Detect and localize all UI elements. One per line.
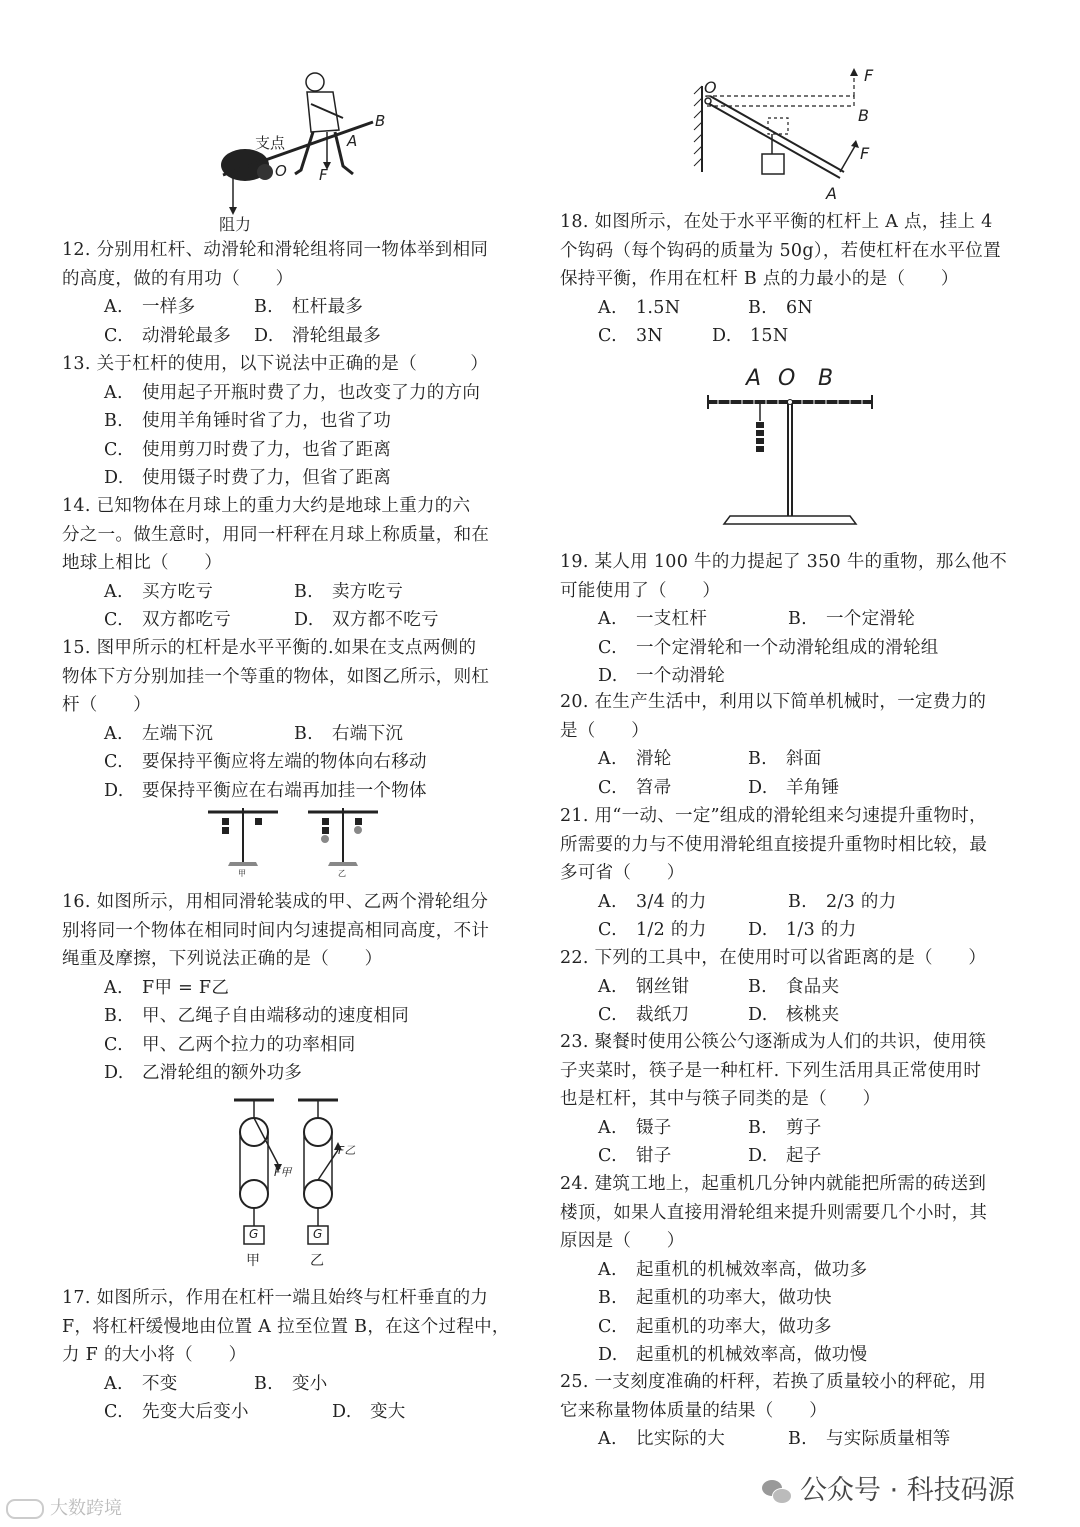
option-text: 钳子 (636, 1146, 672, 1166)
stem-line: 个钩码（每个钩码的质量为 50g），若使杠杆在水平位置 (560, 240, 1001, 261)
option-key: B. (748, 976, 768, 997)
stem-line: 是（ ） (560, 720, 649, 741)
option-text: 起重机的功率大，做功多 (636, 1316, 832, 1337)
option-text: 先变大后变小 (142, 1402, 249, 1422)
option-key: C. (104, 610, 123, 630)
option-text: 一个定滑轮 (826, 609, 915, 629)
question-12 (62, 236, 532, 350)
label-B: B (375, 112, 386, 130)
option-text: 1/3 的力 (786, 920, 857, 940)
option-key: D. (748, 1146, 768, 1166)
option-text: 要保持平衡应在右端再加挂一个物体 (142, 780, 427, 801)
question-22 (560, 944, 1030, 1030)
stem-line: 16. 如图所示，用相同滑轮装成的甲、乙两个滑轮组分 (62, 892, 489, 912)
option-key: B. (104, 1006, 124, 1026)
label-A: A (746, 366, 762, 391)
figure-lever-wall (690, 66, 890, 206)
stem-line: 17. 如图所示，作用在杠杆一端且始终与杠杆垂直的力 (62, 1288, 489, 1308)
option-text: 笤帚 (636, 777, 672, 798)
option-key: B. (104, 411, 124, 431)
label-O: O (275, 162, 287, 180)
figure-pulley-systems (226, 1094, 376, 1274)
label-O: O (704, 78, 717, 97)
wechat-text: 公众号 · 科技码源 (800, 1475, 1015, 1506)
question-16 (62, 888, 532, 1088)
stem-line: 所需要的力与不使用滑轮组直接提升重物时相比较，最 (560, 834, 988, 855)
option-key: D. (748, 1005, 768, 1025)
stem-line: 多可省（ ） (560, 863, 685, 883)
label-B: B (818, 366, 834, 391)
option-key: D. (254, 325, 274, 346)
wechat-icon (762, 1480, 792, 1504)
option-key: A. (104, 1373, 123, 1394)
option-text: 要保持平衡应将左端的物体向右移动 (142, 752, 427, 772)
option-text: 左端下沉 (142, 723, 214, 744)
option-text: 钢丝钳 (636, 976, 690, 997)
stem-line: 楼顶，如果人直接用滑轮组来提升则需要几个小时，其 (560, 1202, 988, 1223)
label-jia: 甲 (246, 1253, 260, 1269)
option-text: 裁纸刀 (636, 1005, 690, 1025)
option-text: 卖方吃亏 (332, 581, 404, 602)
label-G-jia: G (249, 1227, 259, 1241)
option-key: B. (748, 297, 768, 318)
option-text: 3/4 的力 (636, 891, 707, 912)
label-A: A (347, 132, 358, 150)
watermark-logo-icon (6, 1499, 44, 1519)
option-key: D. (294, 610, 314, 630)
stem-line: 14. 已知物体在月球上的重力大约是地球上重力的六 (62, 496, 471, 516)
question-19 (560, 548, 1030, 691)
option-key: A. (598, 891, 617, 912)
option-key: B. (788, 1429, 808, 1449)
stem-line: 22. 下列的工具中，在使用时可以省距离的是（ ） (560, 948, 987, 968)
option-text: 15N (750, 326, 789, 346)
stem-line: 地球上相比（ ） (62, 553, 223, 573)
option-key: A. (598, 297, 617, 318)
stem-line: 23. 聚餐时使用公筷公勺逐渐成为人们的共识，使用筷 (560, 1032, 987, 1052)
watermark-text: 大数跨境 (50, 1498, 122, 1519)
wechat-credit (762, 1468, 1015, 1507)
stem-line: 也是杠杆，其中与筷子同类的是（ ） (560, 1089, 881, 1109)
option-key: D. (748, 777, 768, 798)
stem-line: 原因是（ ） (560, 1231, 685, 1251)
label-G-yi: G (313, 1227, 323, 1241)
option-text: 乙滑轮组的额外功多 (142, 1063, 303, 1083)
option-key: D. (712, 326, 732, 346)
option-text: 动滑轮最多 (142, 325, 231, 346)
option-text: 使用剪刀时费了力，也省了距离 (142, 439, 392, 460)
option-key: A. (598, 1117, 617, 1138)
option-key: C. (598, 1146, 617, 1166)
option-key: C. (598, 777, 617, 798)
stem-line: 别将同一个物体在相同时间内匀速提高相同高度，不计 (62, 920, 490, 941)
option-key: C. (598, 1005, 617, 1025)
option-key: C. (598, 920, 617, 940)
option-key: A. (104, 382, 123, 403)
option-text: 核桃夹 (786, 1005, 840, 1025)
question-25 (560, 1368, 1030, 1454)
option-text: 2/3 的力 (826, 891, 897, 912)
option-text: 杠杆最多 (292, 297, 364, 317)
option-key: C. (598, 1316, 617, 1337)
label-F-top: F (864, 66, 874, 85)
option-text: 食品夹 (786, 976, 840, 997)
question-20 (560, 688, 1030, 802)
stem-line: 保持平衡，作用在杠杆 B 点的力最小的是（ ） (560, 269, 959, 289)
stem-line: 15. 图甲所示的杠杆是水平平衡的.如果在支点两侧的 (62, 638, 477, 658)
label-F: F (319, 166, 328, 184)
stem-line: 18. 如图所示，在处于水平平衡的杠杆上 A 点，挂上 4 (560, 212, 993, 232)
stem-line: 20. 在生产生活中，利用以下简单机械时，一定费力的 (560, 692, 987, 712)
option-text: 起重机的机械效率高，做功慢 (636, 1345, 868, 1365)
option-key: A. (598, 749, 617, 769)
option-key: D. (598, 666, 618, 686)
stem-line: 物体下方分别加挂一个等重的物体，如图乙所示，则杠 (62, 666, 490, 687)
label-F-side: F (860, 144, 870, 163)
option-key: B. (788, 609, 808, 629)
stem-line: F，将杠杆缓慢地由位置 A 拉至位置 B，在这个过程中， (62, 1316, 510, 1337)
option-key: C. (104, 325, 123, 346)
option-text: 双方都不吃亏 (332, 610, 439, 630)
label-zuli: 阻力 (219, 215, 252, 234)
option-key: B. (254, 1373, 274, 1394)
option-text: 使用羊角锤时省了力，也省了功 (142, 411, 392, 431)
option-text: 双方都吃亏 (142, 610, 231, 630)
option-key: A. (104, 977, 123, 998)
stem-line: 的高度，做的有用功（ ） (62, 268, 294, 289)
option-key: B. (748, 749, 768, 769)
option-text: 甲、乙绳子自由端移动的速度相同 (142, 1006, 409, 1026)
option-key: D. (332, 1402, 352, 1422)
label-F-yi: F乙 (338, 1144, 356, 1157)
question-18 (560, 208, 1030, 351)
label-jia: 甲 (238, 869, 246, 878)
label-F-jia: F甲 (274, 1166, 292, 1179)
option-text: 买方吃亏 (142, 581, 214, 602)
stem-line: 它来称量物体质量的结果（ ） (560, 1400, 827, 1421)
option-text: 变小 (292, 1373, 328, 1394)
option-text: 3N (636, 326, 664, 346)
option-text: 起重机的功率大，做功快 (636, 1288, 832, 1308)
option-text: 起子 (786, 1146, 822, 1166)
stem-line: 21. 用“一动、一定”组成的滑轮组来匀速提升重物时， (560, 806, 987, 826)
label-A: A (826, 184, 837, 203)
label-B: B (858, 106, 869, 125)
option-key: C. (104, 752, 123, 772)
stem-line: 杆（ ） (62, 695, 151, 715)
question-14 (62, 492, 532, 635)
option-text: 一支杠杆 (636, 609, 708, 629)
stem-line: 13. 关于杠杆的使用，以下说法中正确的是（ ） (62, 354, 489, 374)
figure-balance-AOB (700, 366, 880, 531)
label-zhidian: 支点 (255, 134, 286, 152)
option-key: D. (748, 920, 768, 940)
stem-line: 可能使用了（ ） (560, 580, 721, 601)
option-text: 镊子 (636, 1117, 672, 1138)
option-text: 滑轮 (636, 749, 672, 769)
stem-line: 分之一。做生意时，用同一杆秤在月球上称质量，和在 (62, 524, 490, 545)
option-key: B. (748, 1117, 768, 1138)
option-text: 1/2 的力 (636, 920, 707, 940)
option-text: F甲 = F乙 (142, 977, 230, 998)
option-key: C. (104, 1034, 123, 1055)
option-text: 1.5N (636, 297, 681, 318)
option-key: B. (294, 723, 314, 744)
option-text: 变大 (370, 1402, 406, 1422)
label-yi: 乙 (310, 1253, 324, 1269)
option-key: C. (598, 326, 617, 346)
label-O: O (778, 366, 796, 391)
option-key: B. (294, 581, 314, 602)
option-text: 与实际质量相等 (826, 1429, 951, 1449)
option-key: A. (598, 1429, 617, 1449)
stem-line: 19. 某人用 100 牛的力提起了 350 牛的重物，那么他不 (560, 552, 1008, 572)
option-key: D. (598, 1345, 618, 1365)
watermark-left (6, 1494, 122, 1520)
option-text: 斜面 (786, 749, 822, 769)
option-key: D. (104, 1063, 124, 1083)
option-key: A. (598, 609, 617, 629)
option-key: B. (254, 297, 274, 317)
figure-balance-jia-yi (200, 800, 390, 880)
option-text: 剪子 (786, 1117, 822, 1138)
option-text: 不变 (142, 1373, 178, 1394)
option-text: 起重机的机械效率高，做功多 (636, 1259, 868, 1280)
option-key: A. (104, 723, 123, 744)
option-key: C. (598, 637, 617, 658)
option-text: 使用起子开瓶时费了力，也改变了力的方向 (142, 382, 481, 403)
option-text: 一个定滑轮和一个动滑轮组成的滑轮组 (636, 637, 939, 658)
stem-line: 24. 建筑工地上，起重机几分钟内就能把所需的砖送到 (560, 1174, 987, 1194)
question-23 (560, 1028, 1030, 1171)
stem-line: 25. 一支刻度准确的杆秤，若换了质量较小的秤砣，用 (560, 1372, 987, 1392)
option-key: A. (104, 297, 123, 317)
question-21 (560, 802, 1030, 945)
option-text: 羊角锤 (786, 777, 840, 798)
option-key: D. (104, 780, 124, 801)
question-13 (62, 350, 532, 493)
question-15 (62, 634, 532, 805)
stem-line: 子夹菜时，筷子是一种杠杆. 下列生活用具正常使用时 (560, 1060, 982, 1081)
question-17 (62, 1284, 532, 1427)
option-key: A. (598, 1259, 617, 1280)
stem-line: 12. 分别用杠杆、动滑轮和滑轮组将同一物体举到相同 (62, 240, 489, 260)
option-text: 使用镊子时费了力，但省了距离 (142, 468, 392, 488)
option-text: 一样多 (142, 297, 196, 317)
option-key: C. (104, 439, 123, 460)
option-key: A. (598, 976, 617, 997)
option-key: B. (598, 1288, 618, 1308)
option-text: 甲、乙两个拉力的功率相同 (142, 1034, 356, 1055)
option-text: 右端下沉 (332, 723, 404, 744)
option-key: A. (104, 581, 123, 602)
stem-line: 力 F 的大小将（ ） (62, 1345, 247, 1365)
option-text: 滑轮组最多 (292, 325, 381, 346)
option-text: 6N (786, 297, 814, 318)
question-24 (560, 1170, 1030, 1370)
option-key: D. (104, 468, 124, 488)
option-key: C. (104, 1402, 123, 1422)
option-text: 比实际的大 (636, 1429, 725, 1449)
figure-lever-man (215, 70, 395, 235)
option-key: B. (788, 891, 808, 912)
option-text: 一个动滑轮 (636, 666, 725, 686)
label-yi: 乙 (338, 869, 346, 878)
stem-line: 绳重及摩擦，下列说法正确的是（ ） (62, 949, 383, 969)
